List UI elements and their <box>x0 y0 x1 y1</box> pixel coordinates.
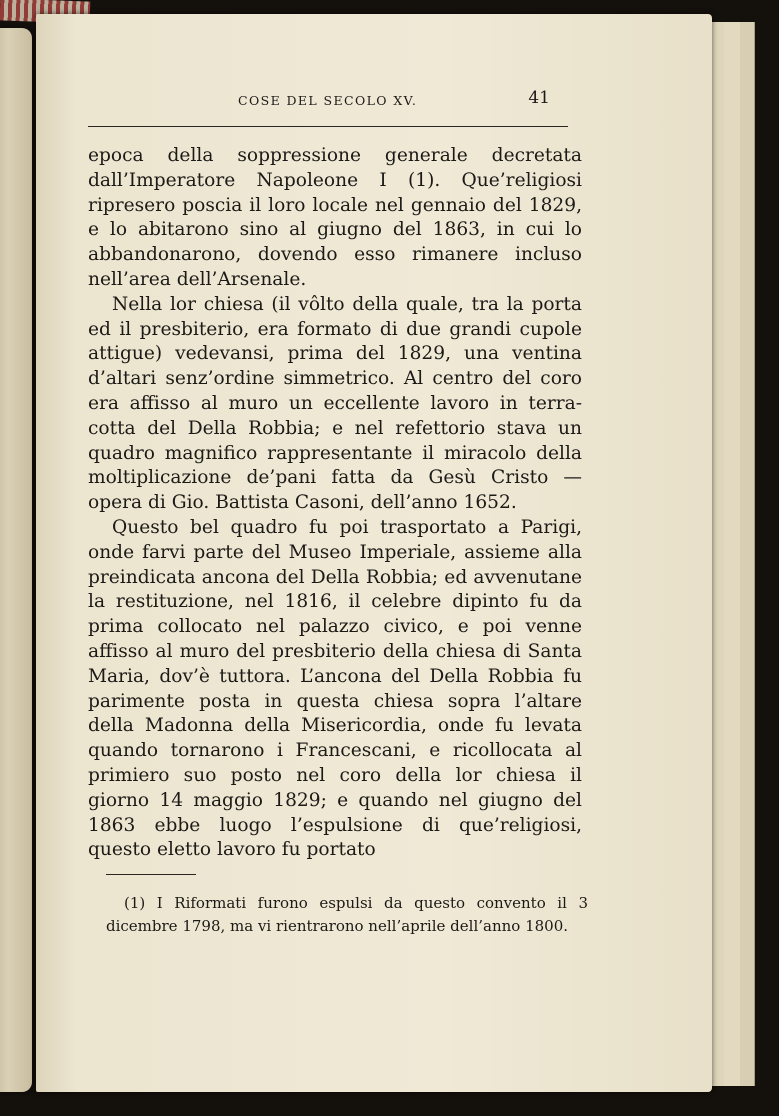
header-rule <box>88 126 568 127</box>
paragraph-2: Nella lor chiesa (il vôlto della quale, tra la porta ed il presbiterio, era formato di due grandi cupole attigue) vedevansi, prima del 1829, una ventina d’altari senz’ordine simmetrico. Al centro del coro era affisso al muro un eccellente lavoro in terra-cotta del Della Robbia; e nel refettorio stava un quadro magnifico rappresentante il miracolo della moltiplicazione de’pani fatta da Gesù Cristo — opera di Gio. Battista Casoni, dell’anno 1652. <box>88 293 582 514</box>
paragraph-1: epoca della soppressione generale decretata dall’Imperatore Napoleone I (1). Que’religiosi ripresero poscia il loro locale nel gennaio del 1829, e lo abitarono sino al giugno del 1863, in cui lo abbandonarono, dovendo esso rimanere incluso nell’area dell’Arsenale. <box>88 145 582 290</box>
footnote-text: (1) I Riformati furono espulsi da questo convento il 3 dicembre 1798, ma vi rientrarono nell’aprile dell’anno 1800. <box>106 894 588 935</box>
running-head <box>88 88 568 114</box>
left-page-edge <box>0 28 32 1092</box>
body-text <box>88 144 582 863</box>
footnote <box>106 892 588 938</box>
paragraph-3: Questo bel quadro fu poi trasportato a Parigi, onde farvi parte del Museo Imperiale, assieme alla preindicata ancona del Della Robbia; ed avvenutane la restituzione, nel 1816, il celebre dipinto fu da prima collocato nel palazzo civico, e poi venne affisso al muro del presbiterio della chiesa di Santa Maria, dov’è tuttora. L’ancona del Della Robbia fu parimente posta in questa chiesa sopra l’altare della Madonna della Misericordia, onde fu levata quando tornarono i Francescani, e ricollocata al primiero suo posto nel coro della lor chiesa il giorno 14 maggio 1829; e quando nel giugno del 1863 ebbe luogo l’espulsione di que’religiosi, questo eletto lavoro fu portato <box>88 516 582 861</box>
footnote-rule <box>106 874 196 875</box>
running-title: COSE DEL SECOLO XV. <box>238 93 418 108</box>
page-number: 41 <box>528 88 550 108</box>
